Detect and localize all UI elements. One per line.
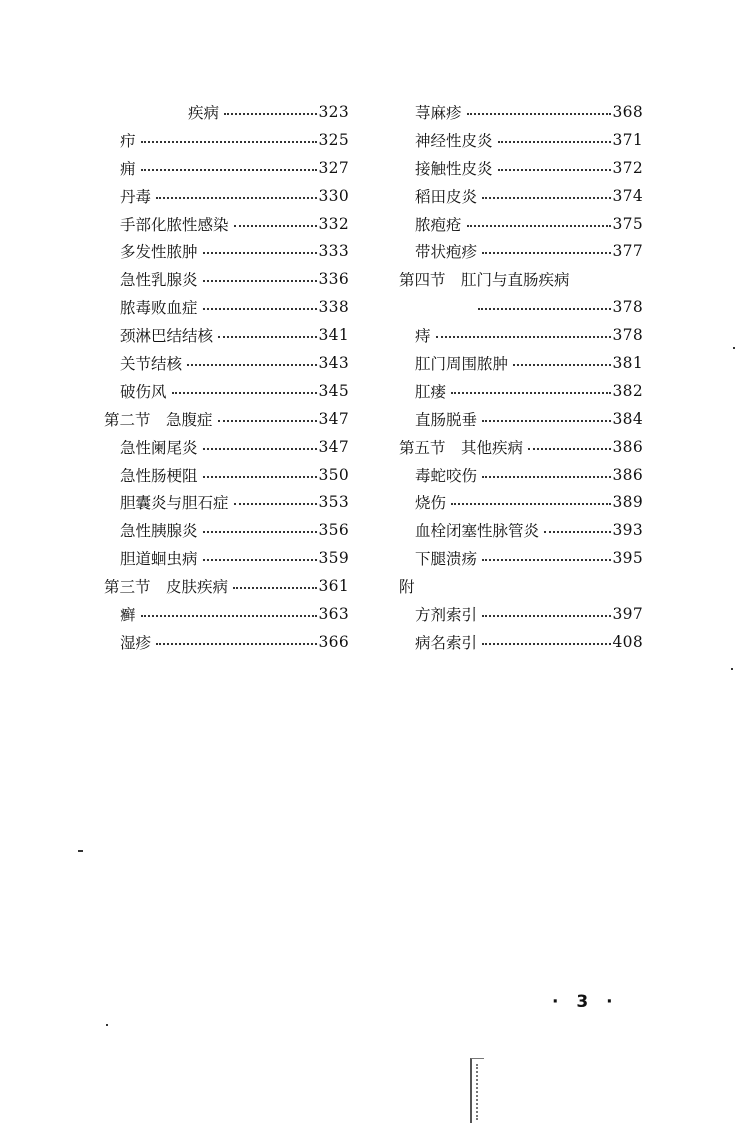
toc-entry [399,126,643,154]
toc-dot-leader [141,169,317,171]
toc-dot-leader [482,559,610,561]
page-number: · 3 · [552,992,619,1012]
toc-dot-leader [224,113,316,115]
toc-entry [399,154,643,182]
toc-entry [104,405,349,433]
toc-entry [104,461,349,489]
toc-entry-page: 323 [318,102,349,121]
toc-entry-title: 稻田皮炎 [415,187,478,206]
toc-dot-leader [187,364,316,366]
toc-dot-leader [544,531,610,533]
toc-dot-leader [498,169,611,171]
toc-entry-page: 350 [318,465,349,484]
toc-entry [399,182,643,210]
toc-entry [399,210,643,238]
toc-entry-page: 395 [612,549,643,568]
toc-entry-page: 333 [318,242,349,261]
toc-dot-leader [436,336,611,338]
toc-entry-page: 359 [318,549,349,568]
toc-entry-title: 疖 [120,131,136,150]
toc-entry-title: 湿疹 [120,633,152,652]
toc-entry-title: 第三节 皮肤疾病 [104,578,229,597]
toc-entry-page: 366 [318,632,349,651]
toc-entry-page: 363 [318,604,349,623]
toc-dot-leader [482,476,610,478]
toc-entry-title: 下腿溃疡 [415,550,478,569]
toc-entry-title: 神经性皮炎 [415,131,493,150]
toc-entry-title: 第四节 肛门与直肠疾病 [399,271,570,290]
scan-speck [106,1024,108,1026]
toc-dot-leader [234,225,317,227]
toc-entry-title: 脓疱疮 [415,215,462,234]
toc-entry-title: 毒蛇咬伤 [415,466,478,485]
toc-right-column [399,98,643,656]
toc-entry-title: 肛瘘 [415,382,447,401]
toc-dot-leader [218,420,317,422]
toc-dot-leader [203,280,317,282]
toc-entry-title: 手部化脓性感染 [120,215,229,234]
toc-dot-leader [218,336,316,338]
toc-entry-title: 带状疱疹 [415,243,478,262]
toc-entry [104,265,349,293]
toc-entry [399,461,643,489]
toc-entry-page: 382 [612,381,643,400]
toc-dot-leader [482,615,610,617]
toc-dot-leader [203,252,317,254]
toc-entry-page: 408 [612,632,643,651]
toc-entry-page: 356 [318,521,349,540]
toc-entry-title: 癣 [120,605,136,624]
toc-entry-page: 330 [318,186,349,205]
toc-entry [104,600,349,628]
scan-speck [78,850,83,852]
toc-entry [399,516,643,544]
toc-dot-leader [156,197,316,199]
toc-entry [104,349,349,377]
toc-entry [104,516,349,544]
toc-dot-leader [203,448,317,450]
toc-entry-page: 386 [612,465,643,484]
toc-entry-title: 丹毒 [120,187,152,206]
toc-entry-title: 胆道蛔虫病 [120,550,198,569]
toc-dot-leader [203,559,317,561]
toc-entry-title: 血栓闭塞性脉管炎 [415,522,540,541]
toc-dot-leader [482,420,610,422]
toc-entry-page: 341 [318,326,349,345]
binding-edge-dots [476,1064,480,1120]
toc-entry [104,321,349,349]
toc-entry-page: 336 [318,270,349,289]
toc-entry-title: 附 [399,578,415,597]
toc-entry-title: 颈淋巴结结核 [120,327,214,346]
toc-entry [399,237,643,265]
toc-entry [399,572,643,600]
toc-entry-page: 347 [318,437,349,456]
toc-dot-leader [203,308,317,310]
toc-entry-page: 345 [318,381,349,400]
toc-entry-page: 397 [612,604,643,623]
toc-entry-title: 肛门周围脓肿 [415,354,509,373]
toc-entry [104,628,349,656]
toc-entry-title: 疾病 [188,103,220,122]
toc-dot-leader [141,615,317,617]
toc-dot-leader [234,503,317,505]
toc-entry-title: 接触性皮炎 [415,159,493,178]
toc-entry [399,293,643,321]
toc-entry-page: 393 [612,521,643,540]
toc-entry [104,377,349,405]
toc-dot-leader [203,531,317,533]
toc-entry [399,349,643,377]
toc-entry-title: 方剂索引 [415,605,478,624]
scan-speck [731,668,733,670]
toc-entry-title: 急性肠梗阻 [120,466,198,485]
toc-entry [399,628,643,656]
toc-entry [104,126,349,154]
toc-dot-leader [478,308,611,310]
toc-dot-leader [467,113,611,115]
toc-entry [399,405,643,433]
toc-entry [104,293,349,321]
toc-entry-page: 361 [318,577,349,596]
toc-entry-page: 378 [612,298,643,317]
toc-entry [104,433,349,461]
toc-entry-page: 378 [612,326,643,345]
toc-entry-page: 372 [612,158,643,177]
toc-dot-leader [467,225,611,227]
toc-dot-leader [498,141,611,143]
toc-entry-title: 痔 [415,327,431,346]
toc-dot-leader [141,141,317,143]
toc-dot-leader [156,643,316,645]
toc-entry-page: 327 [318,158,349,177]
toc-entry [104,210,349,238]
toc-entry-page: 375 [612,214,643,233]
toc-entry-title: 多发性脓肿 [120,243,198,262]
toc-entry-page: 377 [612,242,643,261]
toc-entry-title: 直肠脱垂 [415,410,478,429]
toc-dot-leader [233,587,316,589]
scan-speck [733,347,735,349]
toc-entry-title: 荨麻疹 [415,103,462,122]
toc-dot-leader [451,392,610,394]
toc-entry-page: 325 [318,130,349,149]
toc-dot-leader [482,252,610,254]
toc-dot-leader [528,448,610,450]
toc-entry [399,321,643,349]
toc-entry [104,154,349,182]
toc-entry [399,265,643,293]
toc-entry-page: 343 [318,353,349,372]
toc-entry-title: 胆囊炎与胆石症 [120,494,229,513]
toc-dot-leader [172,392,317,394]
toc-entry-page: 368 [612,102,643,121]
toc-entry-title: 急性阑尾炎 [120,438,198,457]
toc-entry-title: 急性胰腺炎 [120,522,198,541]
toc-entry-page: 332 [318,214,349,233]
toc-entry-title: 痈 [120,159,136,178]
toc-entry [399,377,643,405]
toc-dot-leader [482,643,610,645]
toc-entry-page: 374 [612,186,643,205]
toc-entry-page: 386 [612,437,643,456]
toc-dot-leader [482,197,610,199]
toc-entry-page: 371 [612,130,643,149]
toc-entry-page: 384 [612,409,643,428]
toc-dot-leader [203,476,317,478]
toc-entry [104,98,349,126]
toc-entry-title: 第五节 其他疾病 [399,438,524,457]
toc-entry [104,182,349,210]
toc-entry-page: 347 [318,409,349,428]
toc-entry-page: 338 [318,298,349,317]
toc-dot-leader [451,503,610,505]
toc-entry-title: 第二节 急腹症 [104,410,213,429]
toc-entry-page: 389 [612,493,643,512]
toc-entry [399,600,643,628]
toc-entry [104,544,349,572]
toc-entry-page: 353 [318,493,349,512]
toc-dot-leader [513,364,610,366]
toc-entry [104,237,349,265]
toc-entry [399,544,643,572]
toc-entry-title: 脓毒败血症 [120,299,198,318]
toc-entry-title: 急性乳腺炎 [120,271,198,290]
toc-entry [399,98,643,126]
toc-entry [399,488,643,516]
toc-entry-title: 关节结核 [120,354,183,373]
toc-entry [104,488,349,516]
toc-left-column [104,98,349,656]
toc-entry [104,572,349,600]
toc-entry-title: 病名索引 [415,633,478,652]
toc-entry-title: 烧伤 [415,494,447,513]
toc-entry-title: 破伤风 [120,382,167,401]
toc-entry [399,433,643,461]
toc-entry-page: 381 [612,353,643,372]
